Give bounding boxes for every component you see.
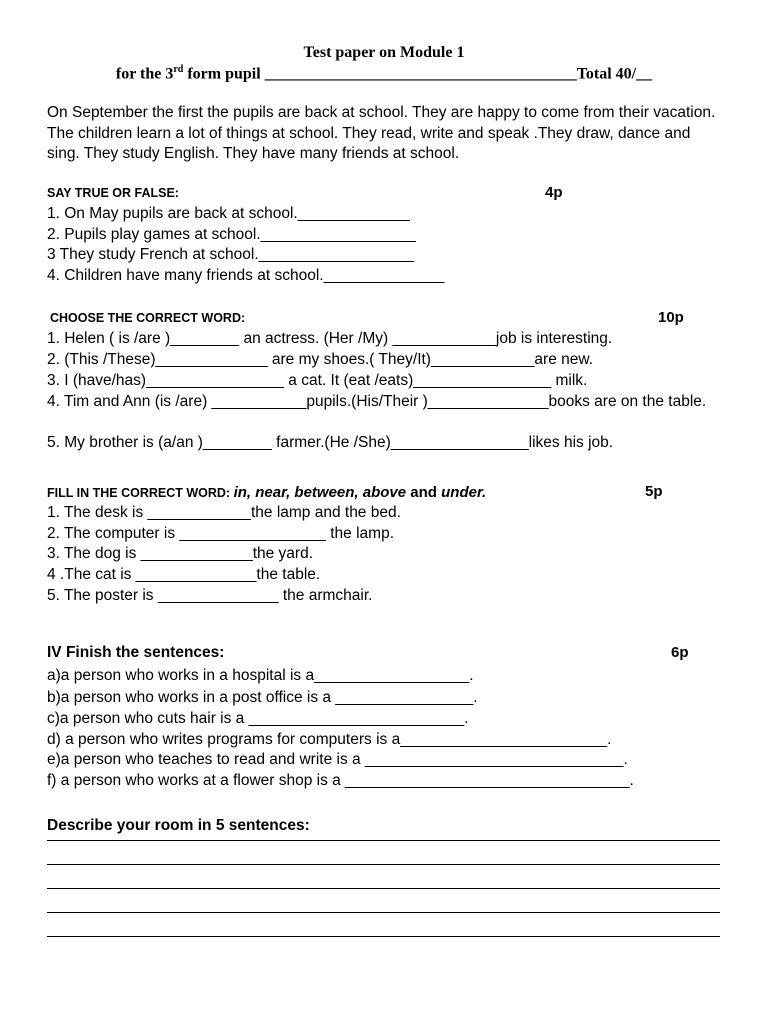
choose-item: 5. My brother is (a/an )________ farmer.(He /She)________________likes his job.	[47, 434, 614, 451]
fill-item: 2. The computer is _________________ the lamp.	[47, 525, 394, 542]
true-false-item: 4. Children have many friends at school.______________	[47, 267, 445, 284]
choose-points: 10p	[658, 309, 684, 326]
true-false-item: 1. On May pupils are back at school._____________	[47, 205, 410, 222]
fill-item: 4 .The cat is ______________the table.	[47, 566, 321, 583]
fill-word-and: and	[406, 484, 442, 501]
choose-heading: CHOOSE THE CORRECT WORD:	[50, 311, 246, 325]
true-false-points: 4p	[545, 184, 563, 201]
finish-item: b)a person who works in a post office is a ________________.	[47, 689, 478, 706]
fill-item: 3. The dog is _____________the yard.	[47, 545, 314, 562]
choose-item: 3. I (have/has)________________ a cat. It (eat /eats)________________ milk.	[47, 372, 588, 389]
fill-points: 5p	[645, 483, 663, 500]
finish-points: 6p	[671, 644, 689, 661]
fill-heading	[47, 484, 486, 501]
pupil-line	[0, 64, 768, 83]
choose-item: 2. (This /These)_____________ are my shoes.( They/It)____________are new.	[47, 351, 594, 368]
finish-item: a)a person who works in a hospital is a__________________.	[47, 667, 474, 684]
pupil-line-suffix: form pupil _______________________________________Total 40/__	[183, 65, 653, 83]
finish-item: e)a person who teaches to read and write is a ______________________________.	[47, 751, 628, 768]
fill-word-last: under.	[441, 484, 487, 501]
finish-item: d) a person who writes programs for computers is a________________________.	[47, 731, 612, 748]
describe-heading: Describe your room in 5 sentences:	[47, 817, 310, 834]
fill-item: 5. The poster is ______________ the armchair.	[47, 587, 373, 604]
page-title: Test paper on Module 1	[303, 44, 465, 61]
finish-item: f) a person who works at a flower shop is a _________________________________.	[47, 772, 634, 789]
pupil-line-prefix: for the 3	[115, 65, 174, 83]
answer-line	[47, 864, 720, 865]
answer-line	[47, 912, 720, 913]
choose-item: 4. Tim and Ann (is /are) ___________pupils.(His/Their )______________books are on the table.	[47, 393, 707, 410]
answer-line	[47, 936, 720, 937]
finish-heading: IV Finish the sentences:	[47, 644, 225, 661]
true-false-item: 2. Pupils play games at school.__________________	[47, 226, 416, 243]
true-false-heading: SAY TRUE OR FALSE:	[47, 186, 179, 200]
answer-line	[47, 888, 720, 889]
fill-word-list: in, near, between, above	[233, 484, 407, 501]
pupil-line-sup: rd	[173, 64, 184, 75]
fill-heading-label: FILL IN THE CORRECT WORD:	[47, 486, 234, 500]
fill-item: 1. The desk is ____________the lamp and the bed.	[47, 504, 401, 521]
answer-line	[47, 840, 720, 841]
true-false-item: 3 They study French at school.__________________	[47, 246, 414, 263]
finish-item: c)a person who cuts hair is a _________________________.	[47, 710, 469, 727]
choose-item: 1. Helen ( is /are )________ an actress. (Her /My) ____________job is interesting.	[47, 330, 613, 347]
reading-text: On September the first the pupils are back at school. They are happy to come from their vacation. The children learn a lot of things at school. They read, write and speak .They draw, dance and sing. They study English. They have many friends at school.	[47, 104, 716, 162]
